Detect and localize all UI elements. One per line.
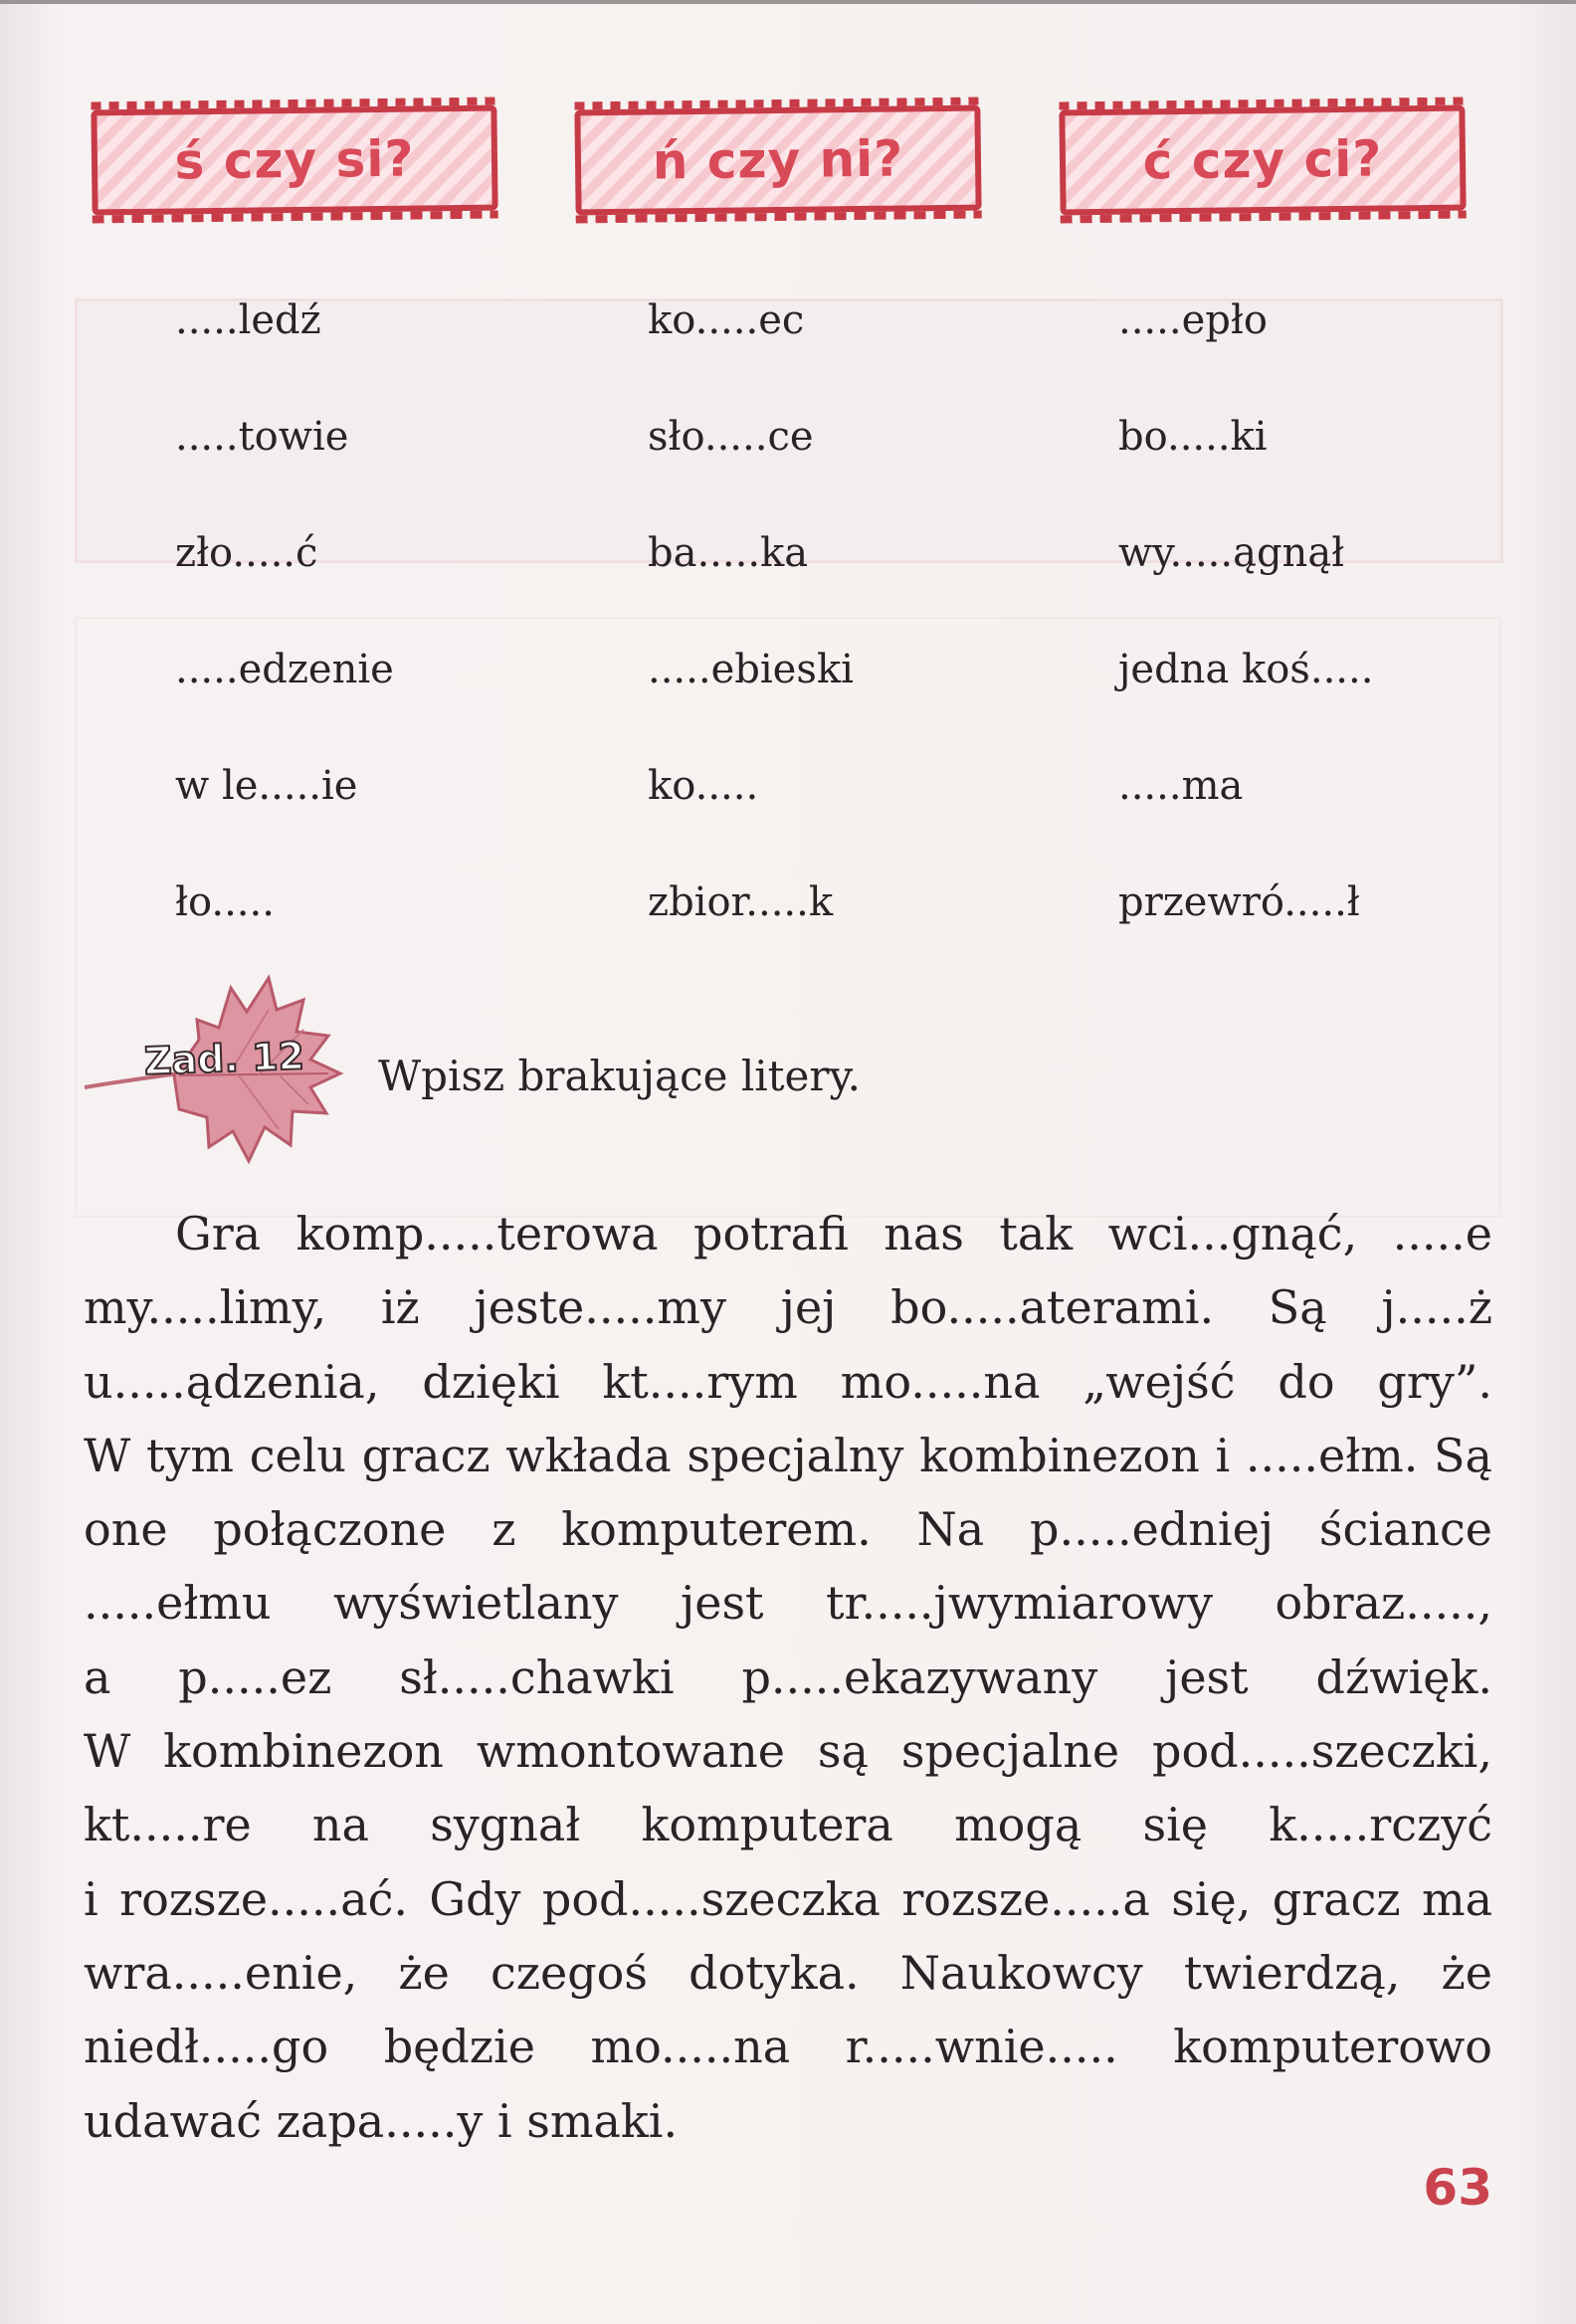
exercise-word: ło..... — [175, 879, 275, 925]
exercise-word: .....ledź — [175, 297, 321, 343]
header-label-text: ć czy ci? — [1142, 129, 1383, 191]
exercise-word: .....epło — [1118, 297, 1268, 343]
paragraph-line: udawać zapa.....y i smaki. — [84, 2093, 679, 2148]
exercise-word: .....towie — [175, 414, 349, 460]
header-label-s-si — [91, 105, 497, 216]
paragraph-line: Gra komp.....terowa potrafi nas tak wci...gnąć, .....e — [175, 1207, 1492, 1260]
paragraph-line: W tym celu gracz wkłada specjalny kombinezon i .....ełm. Są — [84, 1428, 1492, 1482]
paragraph-line: i rozsze.....ać. Gdy pod.....szeczka rozsze.....a się, gracz ma — [84, 1871, 1492, 1926]
task-number-badge: Zad. 12 — [143, 1034, 305, 1083]
header-label-n-ni — [574, 105, 981, 216]
paragraph-line: .....ełmu wyświetlany jest tr.....jwymiarowy obraz....., — [84, 1576, 1492, 1631]
word-column-c-ci — [1118, 290, 1373, 989]
exercise-word: w le.....ie — [175, 763, 358, 809]
exercise-word: wy.....ągnął — [1118, 530, 1345, 576]
paragraph-line: wra.....enie, że czegoś dotyka. Naukowcy twierdzą, że — [84, 1945, 1492, 2000]
exercise-word: ko.....ec — [648, 297, 805, 343]
paragraph-line: niedł.....go będzie mo.....na r.....wnie..... komputerowo — [84, 2020, 1492, 2074]
header-label-text: ń czy ni? — [652, 129, 904, 191]
word-column-n-ni — [648, 290, 854, 989]
exercise-word: zbior.....k — [648, 879, 834, 925]
page-number: 63 — [1423, 2159, 1492, 2217]
exercise-paragraph — [84, 1197, 1492, 2158]
exercise-word: bo.....ki — [1118, 414, 1268, 460]
paragraph-line: u.....ądzenia, dzięki kt....rym mo.....na „wejść do gry”. — [84, 1354, 1492, 1409]
word-column-s-si — [175, 290, 394, 989]
exercise-word: ba.....ka — [648, 530, 809, 576]
paragraph-line: my.....limy, iż jeste.....my jej bo.....aterami. Są j.....ż — [84, 1280, 1492, 1335]
task-instruction: Wpisz brakujące litery. — [378, 1052, 861, 1100]
header-label-text: ś czy si? — [174, 129, 415, 191]
exercise-word: przewró.....ł — [1118, 879, 1360, 925]
header-label-c-ci — [1059, 105, 1466, 216]
exercise-word: .....ebieski — [648, 647, 854, 692]
exercise-word: ko..... — [648, 763, 759, 809]
exercise-word: jedna koś..... — [1118, 647, 1374, 692]
exercise-word: zło.....ć — [175, 530, 318, 576]
paragraph-line: W kombinezon wmontowane są specjalne pod.....szeczki, — [84, 1724, 1492, 1779]
exercise-word: .....edzenie — [175, 647, 394, 692]
exercise-word: .....ma — [1118, 763, 1244, 809]
paragraph-line: one połączone z komputerem. Na p.....edniej ściance — [84, 1502, 1492, 1557]
exercise-word: sło.....ce — [648, 414, 814, 460]
page-top-edge — [0, 0, 1576, 4]
paragraph-line: kt.....re na sygnał komputera mogą się k.....rczyć — [84, 1798, 1492, 1852]
paragraph-line: a p.....ez sł.....chawki p.....ekazywany jest dźwięk. — [84, 1649, 1492, 1704]
